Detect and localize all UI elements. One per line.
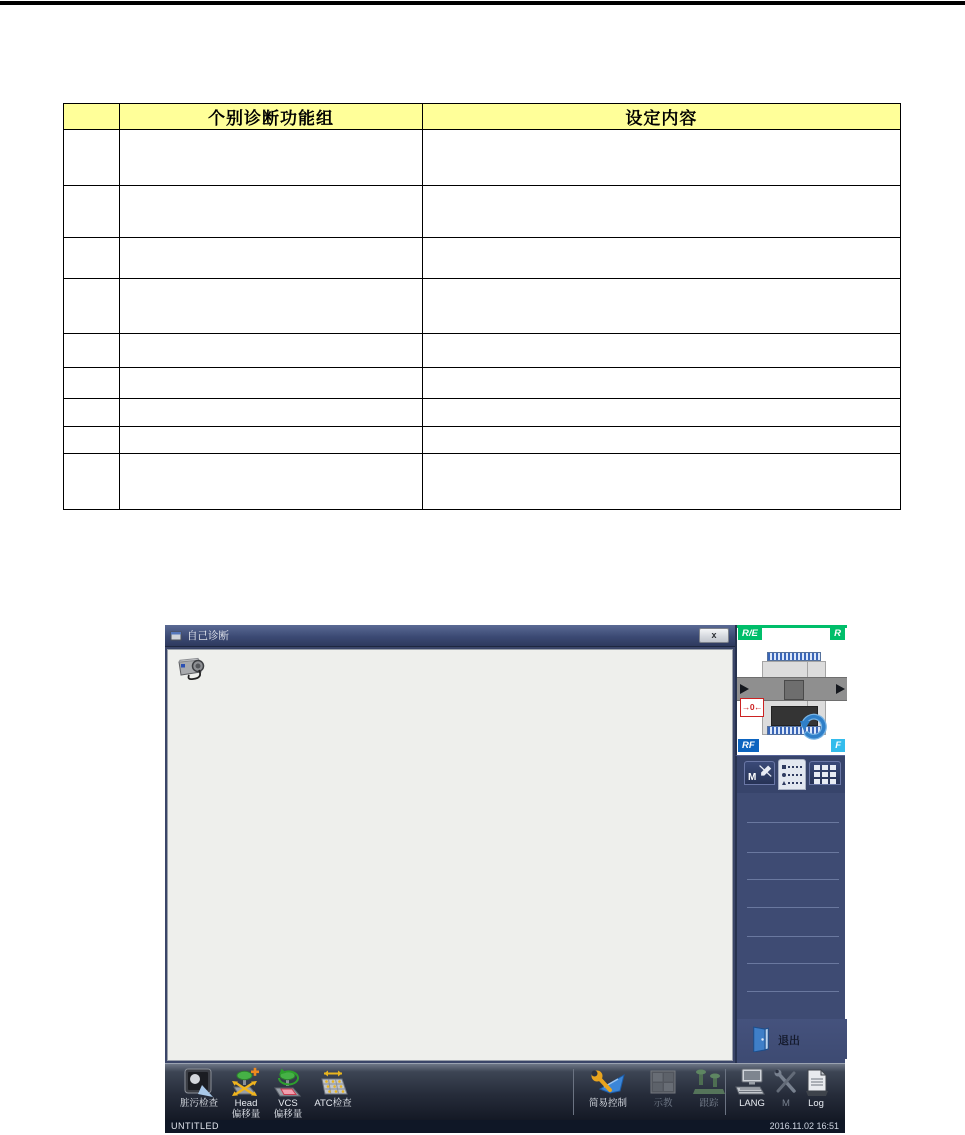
toolbar-button-head-offset[interactable]: Head 偏移量 bbox=[225, 1067, 267, 1120]
close-icon: x bbox=[711, 630, 717, 640]
stain-check-icon bbox=[182, 1067, 216, 1099]
easy-control-icon bbox=[588, 1067, 628, 1099]
table-row bbox=[64, 334, 901, 368]
lang-icon bbox=[732, 1067, 772, 1099]
slot-divider bbox=[747, 879, 839, 880]
teach-icon bbox=[646, 1067, 680, 1099]
toolbar-button-maintenance[interactable]: M bbox=[773, 1067, 799, 1110]
window-titlebar bbox=[165, 625, 735, 647]
table-row bbox=[64, 279, 901, 334]
bottom-toolbar bbox=[165, 1063, 845, 1120]
table-row bbox=[64, 427, 901, 454]
rear-edge-badge: R/E bbox=[738, 627, 762, 640]
toolbar-button-easy-control[interactable]: 简易控制 bbox=[579, 1067, 637, 1110]
toolbar-button-log[interactable]: Log bbox=[799, 1067, 833, 1110]
app-screenshot bbox=[165, 625, 845, 1133]
rear-feed-badge: RF bbox=[738, 739, 759, 752]
exit-label: 退出 bbox=[778, 1035, 800, 1047]
head-offset-icon bbox=[229, 1067, 263, 1099]
view-tabbar bbox=[735, 755, 845, 793]
rear-roller-icon bbox=[767, 652, 821, 661]
table-row bbox=[64, 454, 901, 510]
slot-divider bbox=[747, 936, 839, 937]
grid-icon bbox=[814, 765, 836, 784]
table-row bbox=[64, 186, 901, 238]
table-header-row bbox=[64, 104, 901, 130]
diagnostic-spec-table bbox=[63, 103, 901, 510]
header-rule bbox=[0, 1, 965, 5]
datetime: 2016.11.02 16:51 bbox=[769, 1121, 839, 1131]
table-row bbox=[64, 399, 901, 427]
document-name: UNTITLED bbox=[171, 1121, 220, 1131]
manual-tab-label: M bbox=[748, 772, 757, 783]
col-header-index bbox=[64, 104, 120, 130]
atc-check-icon bbox=[316, 1067, 350, 1099]
slot-divider bbox=[747, 907, 839, 908]
function-sidebar bbox=[735, 793, 845, 1063]
exit-button[interactable] bbox=[737, 1019, 847, 1059]
table-row bbox=[64, 130, 901, 186]
table-row bbox=[64, 368, 901, 399]
toolbar-button-stain-check[interactable]: 脏污检查 bbox=[173, 1067, 225, 1110]
toolbar-button-vcs-offset[interactable]: VCS 偏移量 bbox=[267, 1067, 309, 1120]
camera-icon[interactable] bbox=[175, 654, 209, 684]
statusbar bbox=[165, 1120, 845, 1133]
carriage-block bbox=[784, 680, 804, 700]
tab-manual-edit[interactable] bbox=[744, 761, 775, 785]
toolbar-button-trace[interactable]: 跟踪 bbox=[689, 1067, 729, 1110]
right-panel bbox=[735, 625, 845, 1063]
log-icon bbox=[801, 1067, 831, 1099]
window-title: 自己诊断 bbox=[187, 630, 229, 642]
front-badge: F bbox=[831, 739, 845, 752]
flow-arrow-right-icon bbox=[836, 684, 845, 694]
slot-divider bbox=[747, 963, 839, 964]
slot-divider bbox=[747, 852, 839, 853]
toolbar-button-atc-check[interactable]: ATC检查 bbox=[307, 1067, 359, 1110]
vcs-offset-icon bbox=[271, 1067, 305, 1099]
machine-status-panel bbox=[735, 625, 845, 755]
flow-arrow-left-icon bbox=[740, 684, 749, 694]
toolbar-button-lang[interactable]: LANG bbox=[731, 1067, 773, 1110]
slot-divider bbox=[747, 991, 839, 992]
list-icon bbox=[782, 763, 802, 771]
slot-divider bbox=[747, 822, 839, 823]
toolbar-button-teach[interactable]: 示教 bbox=[643, 1067, 683, 1110]
self-diagnosis-window bbox=[165, 625, 735, 1063]
toolbar-separator bbox=[725, 1069, 726, 1115]
close-button[interactable] bbox=[699, 628, 729, 643]
rotate-icon bbox=[799, 711, 827, 741]
app-icon bbox=[170, 630, 182, 642]
tab-function-list[interactable] bbox=[778, 759, 806, 790]
col-header-function-group: 个别诊断功能组 bbox=[120, 104, 423, 130]
diagnosis-canvas bbox=[167, 649, 733, 1061]
trace-icon bbox=[692, 1067, 726, 1099]
rear-badge: R bbox=[830, 627, 845, 640]
col-header-setting-content: 设定内容 bbox=[422, 104, 900, 130]
m-tool-icon bbox=[773, 1067, 799, 1099]
tab-grid-view[interactable] bbox=[809, 761, 841, 785]
pen-slash-icon bbox=[758, 764, 772, 778]
door-icon bbox=[750, 1025, 772, 1052]
table-row bbox=[64, 238, 901, 279]
toolbar-separator bbox=[573, 1069, 574, 1115]
origin-reset-icon[interactable]: →0← bbox=[740, 698, 764, 717]
